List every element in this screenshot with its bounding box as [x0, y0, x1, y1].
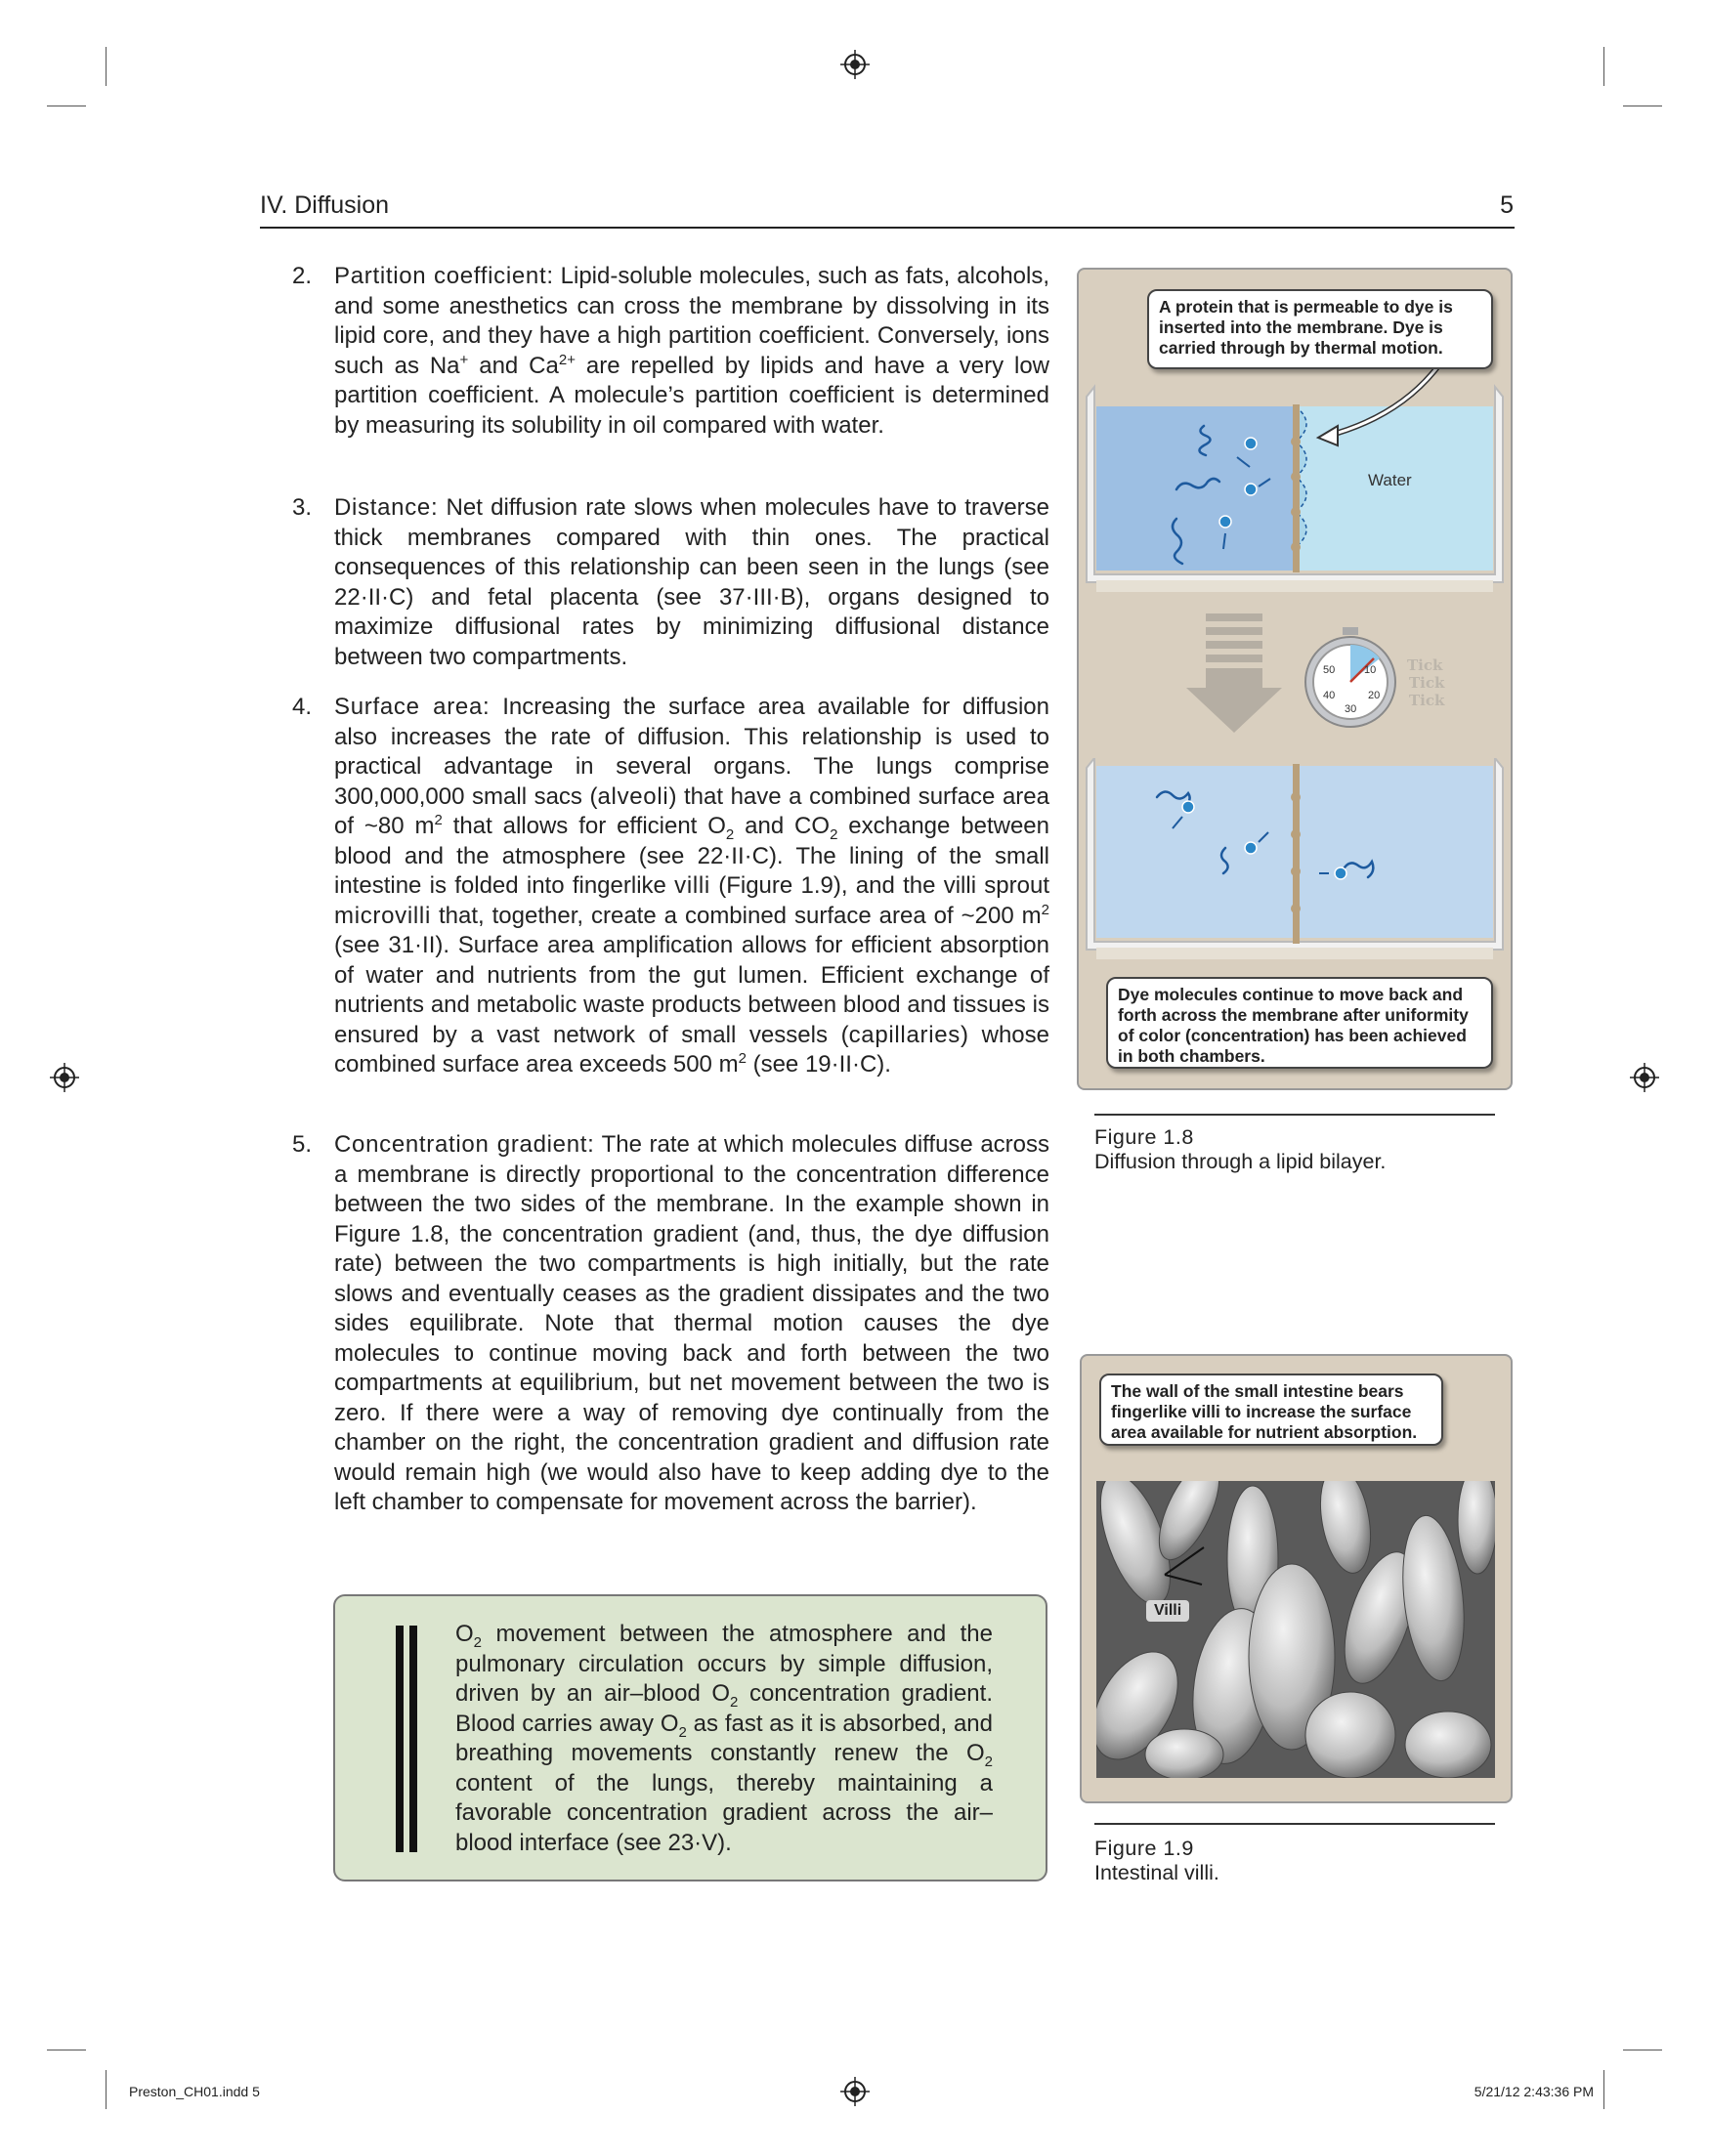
superscript: 2+ [558, 351, 576, 368]
subscript: 2 [725, 825, 735, 843]
term: Surface area: [334, 694, 491, 720]
subscript: 2 [830, 825, 838, 843]
term: Distance: [334, 494, 439, 521]
tick-text: Tick [1409, 674, 1445, 692]
clinical-note-box [333, 1594, 1047, 1881]
list-number: 2. [292, 263, 313, 289]
figure-1-8-bottom-callout: Dye molecules continue to move back and forth across the membrane after uniformity of color (concentration) has been achieved in both chambers. [1106, 977, 1493, 1069]
list-number: 5. [292, 1131, 313, 1158]
text: and Ca [468, 352, 559, 379]
text: movement between the atmosphere and the pulmonary circulation occurs by simple diffusion, driven by an air–blood O [455, 1621, 993, 1707]
note-text [455, 1620, 993, 1858]
text: ) whose combined surface area exceeds 500 m [334, 1021, 1049, 1078]
term: alveoli [597, 782, 669, 810]
text: Increasing the surface area available for diffusion also increases the rate of diffusion. This relationship is used to practical advantage in several organs. The lungs comprise 300,000,000 small sacs ( [334, 694, 1049, 810]
text: The rate at which molecules diffuse across a membrane is directly proportional to the concentration difference between the two sides of the membrane. In the example shown in Figure 1.8, the concentration gradient (and, thus, the dye diffusion rate) between the two compartments is high initially, but the rate slows and eventually ceases as the gradient dissipates and the two sides equilibrate. Note that thermal motion causes the dye molecules to continue moving back and forth between the two compartments at equilibrium, but net movement between the two is zero. If there were a way of removing dye continually from the chamber on the right, the concentration gradient and diffusion rate would remain high (we would also have to keep adding dye to the left chamber to compensate for movement across the barrier). [334, 1131, 1050, 1515]
note-bar [396, 1626, 404, 1852]
running-head: IV. Diffusion [260, 191, 390, 219]
list-item-surface-area [293, 693, 1049, 1080]
term: Concentration gradient: [334, 1131, 595, 1158]
header-rule [260, 227, 1515, 229]
timer-40: 40 [1323, 690, 1336, 701]
text: exchange between blood and the atmosphere (see 22·II·C). The lining of the small intestine is folded into fingerlike [334, 813, 1049, 899]
figure-1-9-label: Figure 1.9 [1094, 1837, 1194, 1860]
text: and CO [734, 813, 831, 839]
registration-mark-icon [1630, 1063, 1659, 1092]
text: (see 19·II·C). [746, 1051, 891, 1078]
term: capillaries [848, 1021, 961, 1048]
list-text [334, 262, 1049, 441]
figure-1-9-rule [1094, 1823, 1495, 1825]
water-label: Water [1368, 471, 1412, 489]
timer-10: 10 [1364, 664, 1377, 676]
text: (see 31·II). Surface area amplification allows for efficient absorption of water and nutrients from the gut lumen. Efficient exchange of nutrients and metabolic waste products between blood and tissues is ensured by a vast network of small vessels ( [334, 932, 1049, 1048]
figure-1-9-caption: Intestinal villi. [1094, 1861, 1219, 1884]
text: concentration gradient. Blood carries away O [455, 1680, 993, 1737]
subscript: 2 [473, 1633, 483, 1651]
superscript: + [459, 351, 469, 368]
list-text [334, 493, 1049, 672]
tick-text: Tick [1407, 656, 1443, 674]
figure-1-8-label: Figure 1.8 [1094, 1125, 1194, 1149]
crop-mark [1603, 47, 1604, 86]
tick-text: Tick [1409, 692, 1445, 709]
figure-1-9-callout: The wall of the small intestine bears fingerlike villi to increase the surface area available for nutrient absorption. [1099, 1374, 1443, 1446]
crop-mark [106, 2070, 107, 2109]
timer-30: 30 [1345, 703, 1357, 715]
timer-20: 20 [1368, 690, 1381, 701]
footer-date: 5/21/12 2:43:36 PM [1474, 2084, 1594, 2099]
text: are repelled by lipids and have a very low partition coefficient. A molecule’s partition coefficient is determined by measuring its solubility in oil compared with water. [334, 352, 1050, 439]
text: as fast as it is absorbed, and breathing movements constantly renew the O [455, 1710, 993, 1766]
text: that, together, create a combined surface area of ~200 m [431, 902, 1042, 929]
crop-mark [106, 47, 107, 86]
text: ) that have a combined surface area of ~80 m [334, 782, 1049, 839]
figure-1-8-top-callout: A protein that is permeable to dye is inserted into the membrane. Dye is carried through by thermal motion. [1147, 289, 1493, 369]
list-text [334, 1130, 1049, 1518]
footer-file: Preston_CH01.indd 5 [129, 2084, 260, 2099]
superscript: 2 [1041, 901, 1049, 918]
text: Net diffusion rate slows when molecules have to traverse thick membranes compared with thin ones. The practical consequences of this relationship can been seen in the lungs (see 22·II·C) and fetal placenta (see 37·III·B), organs designed to maximize diffusional rates by minimizing diffusional distance between two compartments. [334, 494, 1049, 670]
subscript: 2 [730, 1693, 739, 1711]
page-number: 5 [1500, 191, 1514, 219]
text: content of the lungs, thereby maintaining a favorable concentration gradient across the air–blood interface (see 23·V). [455, 1769, 993, 1856]
figure-1-9-panel [1080, 1354, 1513, 1803]
superscript: 2 [738, 1050, 747, 1067]
superscript: 2 [434, 812, 443, 828]
figure-1-8-rule [1094, 1114, 1495, 1116]
subscript: 2 [678, 1723, 687, 1741]
figure-1-8-caption: Diffusion through a lipid bilayer. [1094, 1150, 1387, 1173]
note-bar [409, 1626, 417, 1852]
subscript: 2 [984, 1753, 993, 1770]
registration-mark-icon [50, 1063, 79, 1092]
list-item-distance [293, 493, 1049, 672]
text: that allows for efficient O [442, 813, 726, 839]
term: Partition coefficient: [334, 263, 554, 289]
list-number: 4. [292, 694, 313, 720]
villi-label: Villi [1146, 1600, 1189, 1622]
text: O [455, 1621, 474, 1647]
term: microvilli [334, 902, 431, 929]
timer-50: 50 [1323, 664, 1336, 676]
crop-mark [1603, 2070, 1604, 2109]
registration-mark-icon [840, 2077, 870, 2106]
text: (Figure 1.9), and the villi sprout [709, 872, 1049, 899]
list-item-partition-coefficient [293, 262, 1049, 441]
intestinal-villi-micrograph [1096, 1481, 1495, 1778]
term: villi [674, 872, 710, 899]
registration-mark-icon [840, 50, 870, 79]
text: Lipid-soluble molecules, such as fats, alcohols, and some anesthetics can cross the membrane by dissolving in its lipid core, and they have a high partition coefficient. Conversely, ions such as Na [334, 263, 1050, 379]
list-item-concentration-gradient [293, 1130, 1049, 1518]
figure-1-8-panel [1077, 268, 1513, 1090]
list-text [334, 693, 1049, 1080]
list-number: 3. [292, 494, 313, 521]
